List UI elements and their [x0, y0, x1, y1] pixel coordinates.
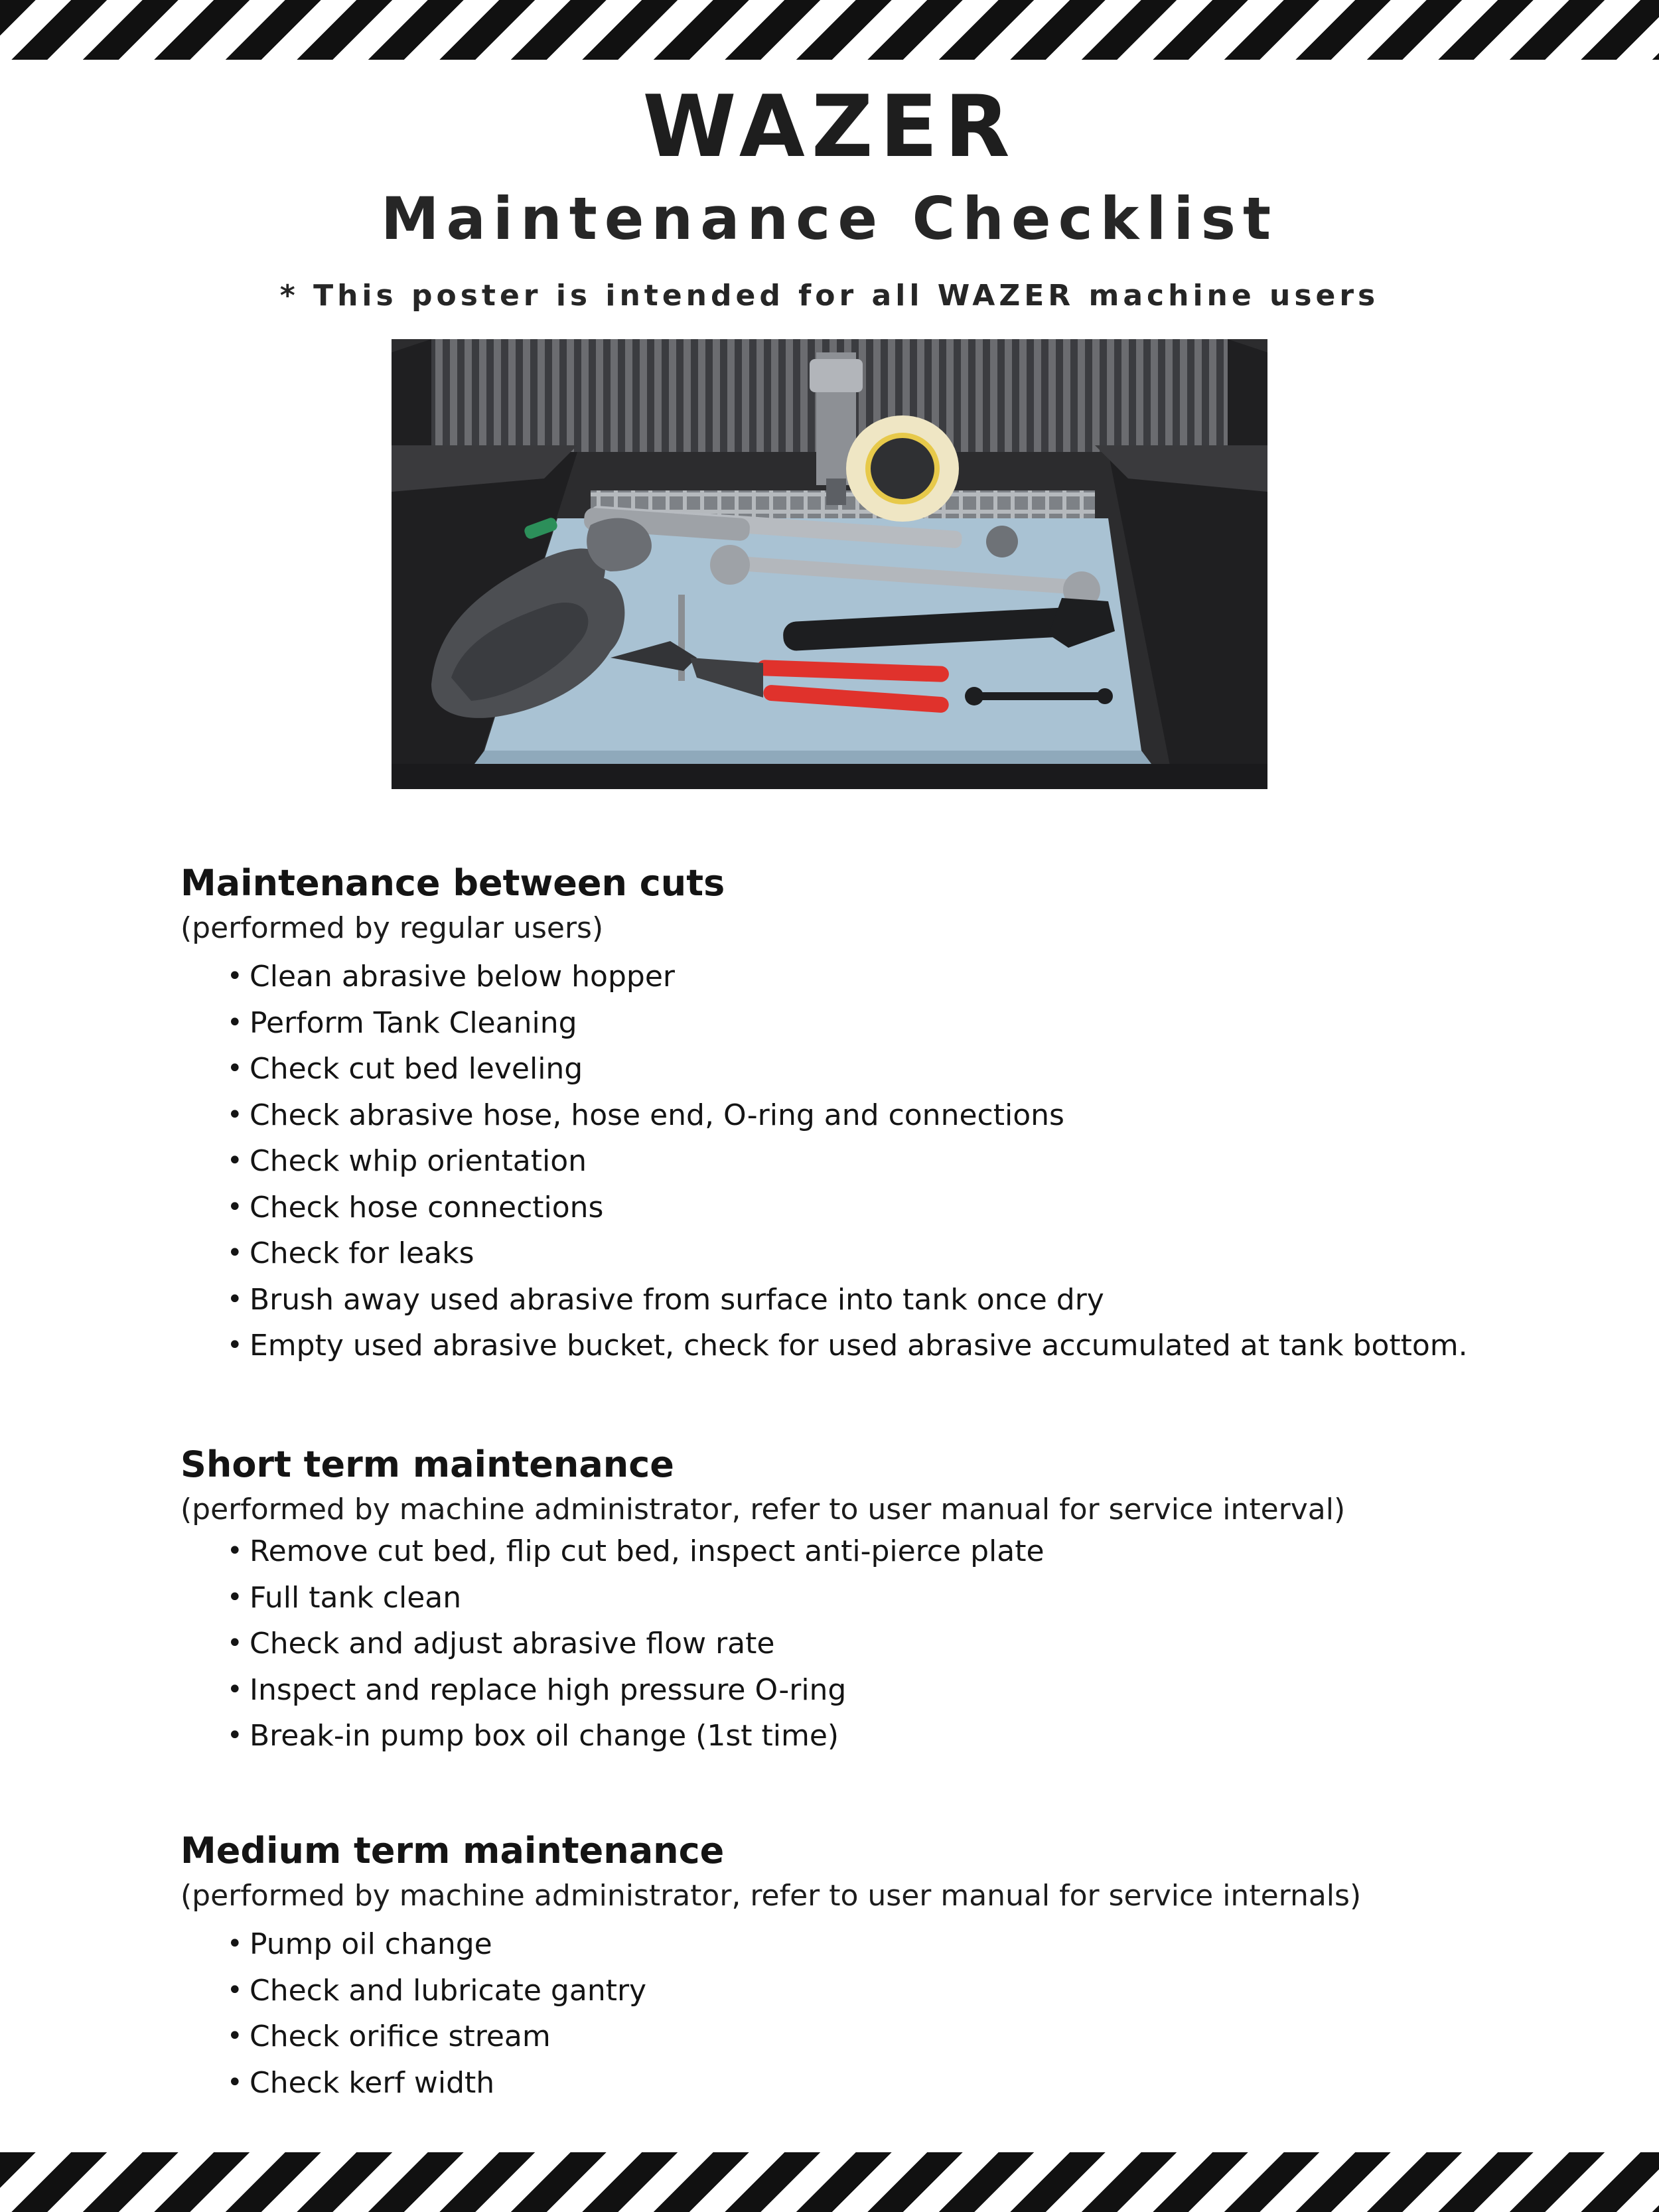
section-note: (performed by machine administrator, refer to user manual for service internals) [180, 1879, 1362, 1913]
checklist [180, 1921, 1361, 2106]
section-between-cuts [180, 863, 1468, 1369]
checklist-item: • Check and lubricate gantry [227, 1968, 1361, 2014]
checklist-item: • Clean abrasive below hopper [227, 954, 1468, 1000]
tools-photo [392, 339, 1267, 789]
hazard-stripe-top [0, 0, 1659, 60]
checklist-item: • Pump oil change [227, 1921, 1361, 1968]
checklist-item: • Check and adjust abrasive flow rate [227, 1621, 1345, 1667]
checklist [180, 1528, 1345, 1759]
page-title: Maintenance Checklist [380, 184, 1279, 253]
section-medium-term [180, 1830, 1361, 2106]
checklist-item: • Check kerf width [227, 2060, 1361, 2106]
checklist-item: • Check cut bed leveling [227, 1046, 1468, 1092]
page-subtitle: * This poster is intended for all WAZER machine users [279, 279, 1380, 313]
checklist-item: • Check orifice stream [227, 2014, 1361, 2060]
section-heading: Maintenance between cuts [180, 862, 725, 904]
checklist-item: • Inspect and replace high pressure O-ring [227, 1667, 1345, 1714]
checklist-item: • Check for leaks [227, 1230, 1468, 1277]
checklist [180, 954, 1468, 1369]
checklist-item: • Empty used abrasive bucket, check for used abrasive accumulated at tank bottom. [227, 1323, 1468, 1369]
checklist-item: • Brush away used abrasive from surface into tank once dry [227, 1277, 1468, 1323]
checklist-item: • Full tank clean [227, 1575, 1345, 1621]
section-heading: Short term maintenance [180, 1443, 674, 1485]
tools-photo-illustration [392, 339, 1267, 789]
checklist-item: • Check whip orientation [227, 1138, 1468, 1185]
hazard-stripe-bottom [0, 2152, 1659, 2212]
section-note: (performed by machine administrator, refer to user manual for service interval) [180, 1493, 1346, 1527]
checklist-item: • Check hose connections [227, 1185, 1468, 1231]
checklist-item: • Perform Tank Cleaning [227, 1000, 1468, 1047]
section-heading: Medium term maintenance [180, 1830, 725, 1872]
wazer-logo: WAZER [642, 78, 1017, 177]
checklist-item: • Remove cut bed, flip cut bed, inspect anti-pierce plate [227, 1528, 1345, 1575]
checklist-item: • Check abrasive hose, hose end, O-ring and connections [227, 1092, 1468, 1139]
section-note: (performed by regular users) [180, 911, 604, 946]
checklist-item: • Break-in pump box oil change (1st time) [227, 1713, 1345, 1759]
section-short-term [180, 1444, 1345, 1759]
